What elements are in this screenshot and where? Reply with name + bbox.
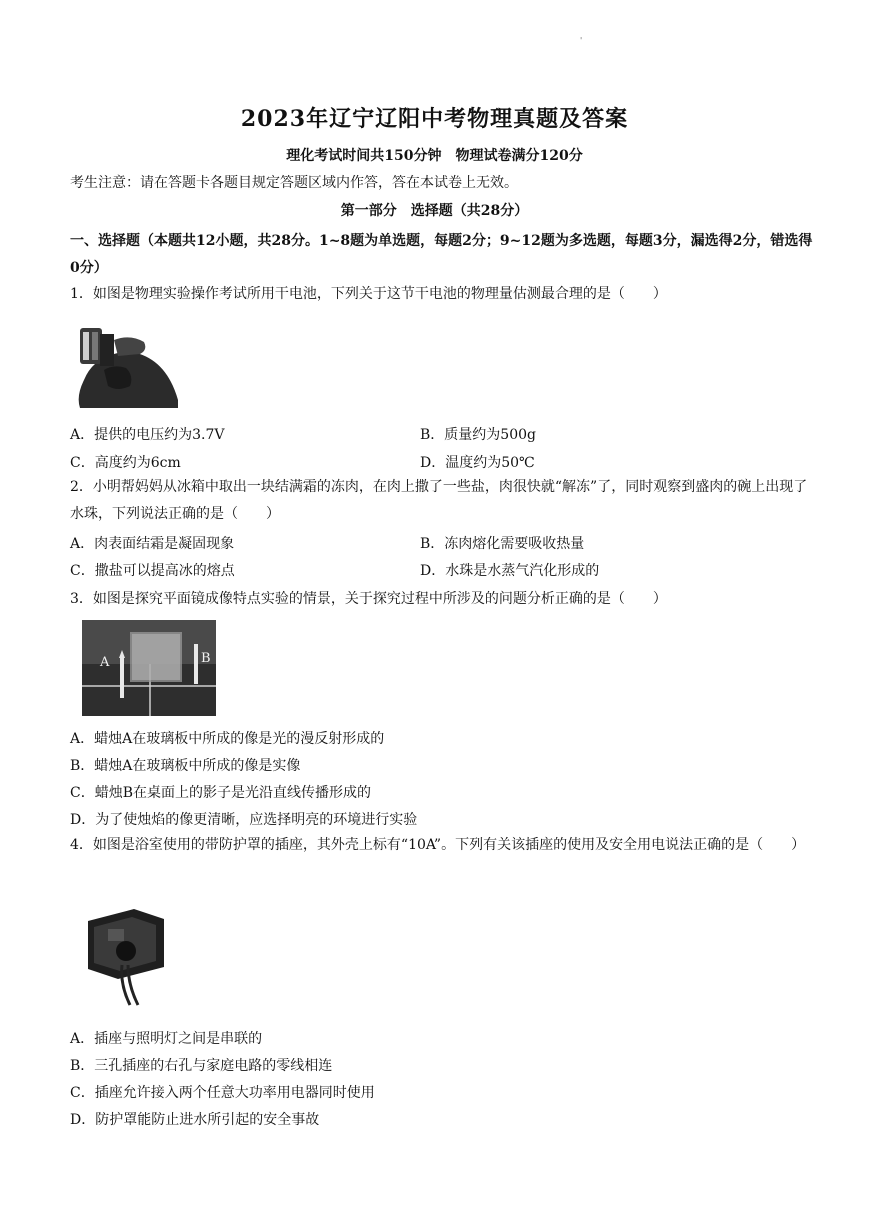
- question-2-option-d: D．水珠是水蒸气汽化形成的: [420, 563, 600, 579]
- question-4-option-c: C．插座允许接入两个任意大功率用电器同时使用: [70, 1085, 375, 1101]
- question-1-stem: 1．如图是物理实验操作考试所用干电池，下列关于这节干电池的物理量估测最合理的是（ ）: [70, 286, 667, 302]
- question-1-option-c: C．高度约为6cm: [70, 455, 181, 471]
- question-2-option-c: C．撒盐可以提高冰的熔点: [70, 563, 235, 579]
- question-4-option-a: A．插座与照明灯之间是串联的: [70, 1031, 263, 1047]
- header-mark: ': [580, 36, 583, 45]
- plane-mirror-experiment-image: [82, 620, 216, 716]
- question-1-option-b: B．质量约为500g: [420, 427, 536, 443]
- question-3-option-c: C．蜡烛B在桌面上的影子是光沿直线传播形成的: [70, 785, 371, 801]
- question-4-option-b: B．三孔插座的右孔与家庭电路的零线相连: [70, 1058, 333, 1074]
- question-4-option-d: D．防护罩能防止进水所引起的安全事故: [70, 1112, 320, 1128]
- exam-subtitle: 理化考试时间共150分钟 物理试卷满分120分: [286, 148, 583, 164]
- page-title: 2023年辽宁辽阳中考物理真题及答案: [240, 106, 629, 132]
- question-1-option-d: D．温度约为50℃: [420, 455, 535, 471]
- exam-notice: 考生注意：请在答题卡各题目规定答题区域内作答，答在本试卷上无效。: [70, 175, 518, 191]
- battery-in-hand-image: [74, 320, 180, 408]
- question-3-stem: 3．如图是探究平面镜成像特点实验的情景，关于探究过程中所涉及的问题分析正确的是（ ）: [70, 591, 667, 607]
- question-3-option-d: D．为了使烛焰的像更清晰，应选择明亮的环境进行实验: [70, 812, 418, 828]
- candle-a-label: A: [100, 655, 110, 670]
- protective-cover-socket-image: [84, 905, 168, 1007]
- question-2-option-a: A．肉表面结霜是凝固现象: [70, 536, 235, 552]
- question-3-option-a: A．蜡烛A在玻璃板中所成的像是光的漫反射形成的: [70, 731, 385, 747]
- question-2-option-b: B．冻肉熔化需要吸收热量: [420, 536, 585, 552]
- question-3-option-b: B．蜡烛A在玻璃板中所成的像是实像: [70, 758, 301, 774]
- section-heading: 一、选择题（本题共12小题，共28分。1~8题为单选题，每题2分；9~12题为多选题，每题3分，漏选得2分，错选得0分）: [70, 233, 813, 276]
- question-4-stem: 4．如图是浴室使用的带防护罩的插座，其外壳上标有“10A”。下列有关该插座的使用及安全用电说法正确的是（ ）: [70, 837, 806, 853]
- question-1-option-a: A．提供的电压约为3.7V: [70, 427, 225, 443]
- question-2-stem: 2．小明帮妈妈从冰箱中取出一块结满霜的冻肉，在肉上撒了一些盐，肉很快就“解冻”了，同时观察到盛肉的碗上出现了水珠，下列说法正确的是（ ）: [70, 479, 808, 522]
- part-heading: 第一部分 选择题（共28分）: [340, 203, 529, 219]
- candle-b-label: B: [201, 651, 211, 666]
